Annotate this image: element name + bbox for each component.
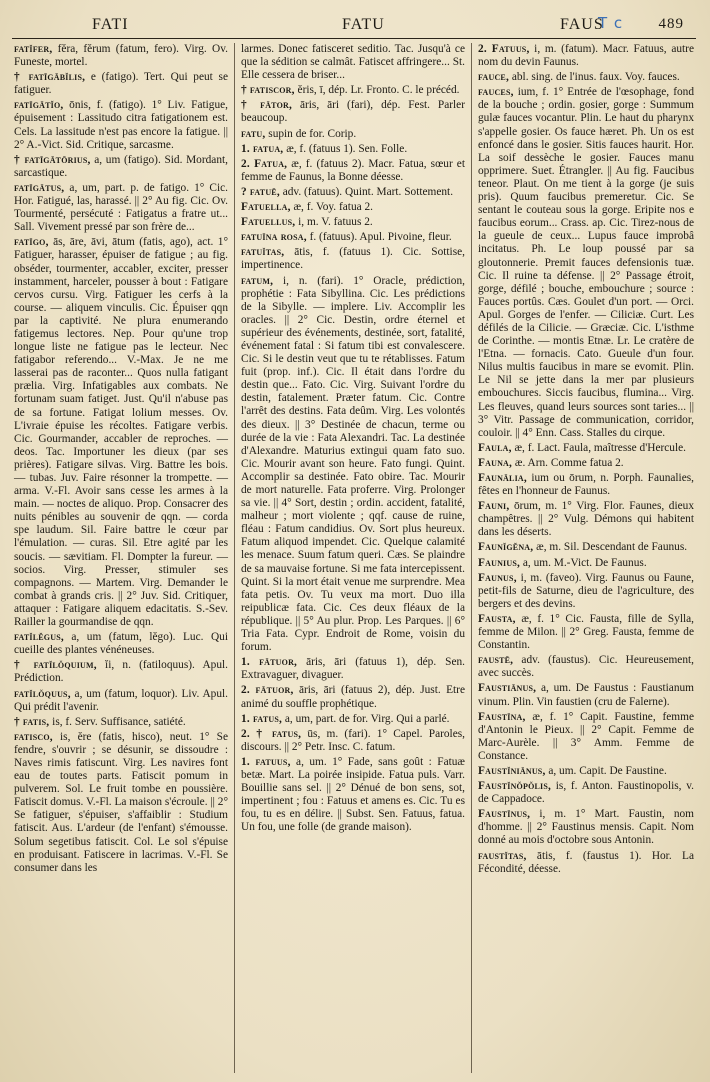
dictionary-entry bbox=[478, 86, 694, 440]
dictionary-entry bbox=[241, 756, 465, 835]
entry-headword: fatuĭtas, bbox=[241, 246, 285, 259]
entry-definition: æ, f. (fatuus 2). Macr. Fatua, sœur et femme de Faunus, la Bonne déesse. bbox=[241, 157, 465, 183]
entry-headword: Fauna, bbox=[478, 456, 513, 469]
page-header bbox=[12, 8, 696, 39]
dictionary-entry bbox=[14, 631, 228, 657]
dictionary-entry bbox=[241, 43, 465, 82]
header-left-guideword: FATI bbox=[92, 16, 129, 33]
entry-definition: æ, f. 1° Cic. Fausta, fille de Sylla, femme de Milon. || 2° Greg. Fausta, femme de Constantin. bbox=[478, 612, 694, 652]
dictionary-entry bbox=[241, 713, 465, 726]
entry-headword: fatīgātĭo, bbox=[14, 99, 64, 112]
dictionary-entry bbox=[478, 442, 694, 455]
entry-headword: fatĭfer, bbox=[14, 43, 53, 55]
entry-definition: ĭi, n. (fatiloquus). Apul. Prédiction. bbox=[14, 659, 228, 685]
entry-definition: adv. (fatuus). Quint. Mart. Sottement. bbox=[279, 185, 454, 198]
entry-definition: i, m. V. fatuus 2. bbox=[295, 216, 373, 229]
dictionary-entry bbox=[241, 143, 465, 156]
column-1 bbox=[12, 43, 234, 1073]
entry-headword: fatīgātus, bbox=[14, 181, 65, 194]
dictionary-entry bbox=[14, 716, 228, 729]
column-2 bbox=[234, 43, 472, 1073]
entry-headword: Faula, bbox=[478, 441, 512, 454]
dictionary-entry bbox=[241, 99, 465, 125]
dictionary-entry bbox=[241, 728, 465, 754]
dictionary-entry bbox=[478, 500, 694, 539]
dictionary-entry bbox=[241, 275, 465, 655]
dictionary-entry bbox=[241, 684, 465, 710]
dictionary-entry bbox=[241, 158, 465, 184]
dictionary-entry bbox=[478, 557, 694, 570]
dictionary-entry bbox=[14, 154, 228, 180]
dictionary-entry bbox=[478, 711, 694, 763]
dictionary-entry bbox=[478, 682, 694, 708]
entry-definition: ās, āre, āvi, ātum (fatis, ago), act. 1° Fatiguer, harasser, épuiser de fatigue ; au fig. obséder, tourmenter, accabler, exciter, presser instamment, harceler, pousser à bout : Fatigare cervos cursu. Virg. Fatiguer les cerfs à la course. — aliquem vinculis. Cic. Épuiser qqn par la captivité. Ne plura enumerando fatigemus lectores. Nep. Pour qu'une trop longue liste ne fatigue pas le lecteur. Nec fatigabor referendo... V.-Max. Je ne me lasserai pas de raconter... Quos nulla fatigant prælia. Virg. Infatigables aux combats. Ne fortunam suam fatiget. Just. Qu'il n'abuse pas de sa fortune. Fatigat lolium messes. Ov. L'ivraie épuise les récoltes. Fatigare verbis. Cic. Gourmander, accabler de reproches. — deos. Tac. Importuner les dieux (par ses prières). Fatigare silvas. Virg. Battre les bois. — tubas. Juv. Faire résonner la trompette. — arma. V.-Fl. Avoir sans cesse les armes à la main. — noctes de aliquo. Prop. Consacrer des nuits pénibles au souvenir de qqn. — corda spe laudum. Sil. Faire battre le cœur par l'émulation. — curas. Sil. Etre agité par les soucis. — sævitiam. Fl. Dompter la fureur. — socios. Virg. Presser, stimuler ses compagnons. — Martem. Virg. Demander le combat à grands cris. || 2° Juv. Sid. Critiquer, attaquer : Fatigare aliquem edacitatis. S.-Sev. Railler la gourmandise de qqn. bbox=[14, 236, 228, 629]
entry-headword: faustē, bbox=[478, 654, 514, 667]
entry-definition: ūs, m. (fari). 1° Capel. Paroles, discours. || 2° Petr. Insc. C. fatum. bbox=[241, 727, 465, 753]
dictionary-entry bbox=[241, 231, 465, 244]
entry-definition: āris, āri (fari), dép. Fest. Parler beaucoup. bbox=[241, 99, 465, 125]
dictionary-entry bbox=[478, 850, 694, 876]
entry-definition: is, f. Serv. Suffisance, satiété. bbox=[49, 715, 186, 728]
entry-definition: a, um (fatigo). Sid. Mordant, sarcastique. bbox=[14, 153, 228, 179]
entry-headword: fatīgo, bbox=[14, 236, 49, 249]
entry-definition: a, um. M.-Vict. De Faunus. bbox=[520, 556, 647, 569]
entry-headword: fatisco, bbox=[14, 730, 53, 743]
entry-headword: fatu, bbox=[241, 127, 266, 140]
entry-definition: a, um (fatum, lĕgo). Luc. Qui cueille des plantes vénéneuses. bbox=[14, 631, 228, 657]
entry-headword: Fatuellus, bbox=[241, 216, 296, 229]
entry-headword: Faunus, bbox=[478, 571, 517, 584]
entry-headword: Faustĭnŏpŏlis, bbox=[478, 780, 552, 793]
entry-definition: æ, f. 1° Capit. Faustine, femme d'Antonin le Pieux. || 2° Capit. Femme de Marc-Aurèle. || 3° Amm. Femme de Constance. bbox=[478, 710, 694, 762]
dictionary-entry bbox=[478, 654, 694, 680]
dictionary-entry bbox=[14, 99, 228, 151]
entry-headword: 2. † fatus, bbox=[241, 727, 302, 740]
entry-headword: 1. fātuor, bbox=[241, 656, 298, 669]
entry-headword: † fatis, bbox=[14, 715, 50, 728]
dictionary-entry bbox=[241, 216, 465, 229]
dictionary-entry bbox=[241, 246, 465, 272]
entry-headword: fatĭlŏquus, bbox=[14, 687, 71, 700]
entry-definition: a, um. 1° Fade, sans goût : Fatuæ betæ. Mart. La poirée insipide. Fatua puls. Varr. Bouillie sans sel. || 2° Dénué de bon sens, sot, impertinent ; fou : Fatuus et amens es. Cic. Tu es fou, tu es en délire. || Subst. Sen. Fatuus, fatua. Un fou, une folle (de grande maison). bbox=[241, 755, 466, 834]
entry-headword: Faunālia, bbox=[478, 472, 527, 484]
header-right-guideword: FAUS bbox=[560, 16, 604, 33]
dictionary-entry bbox=[14, 731, 228, 875]
entry-definition: ium, f. 1° Entrée de l'œsophage, fond de la bouche ; ordin. gosier, gorge : Summum gulæ fauces vocantur. Plin. Le haut du pharynx s'appelle gosier. Os fauce hæret. Ph. Un os est enfoncé dans le gosier. Sitis fauces haurit. Hor. La soif dessèche le gosier. Fauces manu opprimere. Suet. Étrangler. || Au fig. Faucibus teneor. Plaut. On me tient à la gorge (je suis pris). Quum faucibus premeretur. Cic. Se sentant le couteau sous la gorge. Eripite nos e faucibus eorum... Crass. ap. Cic. Tirez-nous de la gueule de ceux... Lupus fauce improbâ incitatus. Ph. Le loup poussé par sa gloutonnerie. Premit fauces defensionis tuæ. Cic. Il ruine ta défense. || 2° Passage étroit, gorge, défilé ; bouche, embouchure ; source : Fauces portûs. Cæs. Goulet d'un port. — Orci. Apul. Gorges de l'enfer. — Ciliciæ. Curt. Les défilés de la Cilicie. — Græciæ. Cic. L'isthme de Corinthe. — montis Etnæ. Lr. Le cratère de l'Etna. — fornacis. Cato. Gueule d'un four. Nilus multis faucibus in mare se evomit. Plin. Le Nil se jette dans la mer par plusieurs embouchures. Siccis faucibus, flumina... Virg. Les fleuves, quand leurs sources sont taries... || 3° Vitr. Passage de communication, corridor, couloir. || 4° Enn. Cass. Stalles du cirque. bbox=[478, 86, 694, 439]
entry-definition: ātis, f. (faustus 1). Hor. La Fécondité, déesse. bbox=[478, 849, 694, 875]
entry-definition: adv. (faustus). Cic. Heureusement, avec succès. bbox=[478, 654, 694, 680]
entry-definition: is, f. Anton. Faustinopolis, v. de Cappadoce. bbox=[478, 780, 694, 806]
entry-definition: æ, f. Lact. Faula, maîtresse d'Hercule. bbox=[511, 441, 686, 454]
entry-headword: faustĭtas, bbox=[478, 849, 527, 862]
columns bbox=[12, 43, 696, 1073]
dictionary-entry bbox=[241, 84, 465, 97]
entry-definition: abl. sing. de l'inus. faux. Voy. fauces. bbox=[509, 71, 680, 84]
dictionary-entry bbox=[478, 457, 694, 470]
dictionary-entry bbox=[478, 43, 694, 69]
entry-definition: ōrum, m. 1° Virg. Flor. Faunes, dieux champêtres. || 2° Vulg. Démons qui habitent dans les déserts. bbox=[478, 500, 694, 539]
entry-headword: 2. Fatua, bbox=[241, 157, 288, 170]
entry-definition: i, m. (faveo). Virg. Faunus ou Faune, petit-fils de Saturne, dieu de l'agriculture, des bergers et des devins. bbox=[478, 571, 694, 610]
entry-definition: i, m. 1° Mart. Faustin, nom d'homme. || 2° Faustinus mensis. Capit. Nom donné au mois d'octobre sous Antonin. bbox=[478, 808, 694, 847]
entry-headword: 2. fātuor, bbox=[241, 684, 294, 697]
entry-definition: āris, āri (fatuus 2), dép. Just. Etre animé du souffle prophétique. bbox=[241, 684, 465, 710]
entry-definition: a, um, part. p. de fatigo. 1° Cic. Hor. Fatigué, las, harassé. || 2° Au fig. Cic. Ov. Tourmenté, persécuté : Fatigatus a fratre ut... Sall. Vivement pressé par son frère de... bbox=[14, 181, 228, 234]
entry-definition: larmes. Donec fatisceret seditio. Tac. Jusqu'à ce que la sédition se calmât. Fatiscet affringere... St. Elle cessera de briser... bbox=[241, 43, 465, 82]
entry-definition: f. (fatuus). Apul. Pivoine, fleur. bbox=[306, 231, 452, 244]
entry-definition: i, n. (fari). 1° Oracle, prédiction, prophétie : Fata Sibyllina. Cic. Les prédictions de la Sibylle. — implere. Liv. Accomplir les oracles. || 2° Cic. Destin, ordre éternel et supérieur des événements, destinée, sort, fatalité, événement fatal : Si fatum tibi est convalescere. Cic. Si le destin veut que tu te rétablisses. Fatum fuit (prop. inf.). Cic. Il était dans l'ordre du destin que... Fato. Cic. Virg. Suivant l'ordre du destin, fatalement. Præter fatum. Cic. Contre l'arrêt des destins. Fata deûm. Virg. Les volontés des dieux. || 3° Destinée de chacun, terme ou durée de la vie : Fata Alexandri. Tac. La destinée d'Alexandre. Maturius extingui quam fato suo. Cic. Mourir avant son heure. Fato fungi. Quint. Accomplir sa destinée. Fato obire. Tac. Mourir de mort naturelle. Fata proferre. Virg. Prolonger sa vie. || 4° Sort, destin ; ordin. accident, fatalité, malheur ; mort violente ; qqf. cause de ruine, fléau : Fatum candidius. Ov. Sort plus heureux. Fatum aliquod impendet. Cic. Quelque calamité les menace. Suum fatum queri. Cæs. Se plaindre de sa mauvaise fortune. Si me fata intercepissent. Quint. Si la mort était venue me surprendre. Mea fata petis. Ov. Tu veux ma mort. Duo illa reipublicæ fata. Cic. Ces deux fléaux de la république. || 5° Au plur. Prop. Les Parques. || 6° Tria Fata. Cypr. Endroit de Rome, voisin du forum. bbox=[241, 274, 465, 654]
entry-headword: † fātor, bbox=[241, 99, 293, 112]
entry-headword: Fauni, bbox=[478, 500, 510, 513]
entry-headword: fatĭlĕgus, bbox=[14, 631, 64, 644]
entry-headword: † fatīgābĭlis, bbox=[14, 71, 86, 84]
entry-definition: i, m. (fatum). Macr. Fatuus, autre nom du devin Faunus. bbox=[478, 43, 694, 69]
header-center-guideword: FATU bbox=[342, 16, 385, 33]
page-number: 489 bbox=[658, 16, 684, 32]
dictionary-entry bbox=[478, 541, 694, 554]
entry-headword: Faunius, bbox=[478, 556, 521, 569]
entry-headword: fatuīna rosa, bbox=[241, 231, 307, 244]
dictionary-entry bbox=[241, 656, 465, 682]
entry-headword: fatum, bbox=[241, 274, 274, 287]
dictionary-entry bbox=[478, 472, 694, 498]
entry-definition: e (fatigo). Tert. Qui peut se fatiguer. bbox=[14, 71, 228, 97]
entry-definition: æ, m. Sil. Descendant de Faunus. bbox=[533, 541, 688, 554]
entry-definition: ĕris, ī, dép. Lr. Fronto. C. le précéd. bbox=[294, 84, 460, 97]
entry-definition: æ, f. Voy. fatua 2. bbox=[290, 201, 373, 214]
dictionary-entry bbox=[478, 572, 694, 611]
dictionary-entry bbox=[478, 765, 694, 778]
entry-definition: is, ĕre (fatis, hisco), neut. 1° Se fendre, s'ouvrir ; se désunir, se dissoudre : Naves rimis fatiscunt. Virg. Les navires font eau de toutes parts. Fatiscit pomum in pulverem. Sol. Le fruit tombe en poussière. Fatiscit domus. V.-Fl. La maison s'écroule. || 2° Se fatiguer, s'épuiser, s'affaiblir : Studium fatiscit. Aus. L'ardeur (de l'enfant) s'émousse. Solum segetibus fatiscit. Col. Le sol s'épuise en produisant. Fatiscere in lacrimas. V.-Fl. Se consumer dans les bbox=[14, 730, 228, 874]
entry-definition: a, um (fatum, loquor). Liv. Apul. Qui prédit l'avenir. bbox=[14, 687, 228, 713]
dictionary-entry bbox=[478, 71, 694, 84]
dictionary-entry bbox=[478, 613, 694, 652]
dictionary-entry bbox=[14, 71, 228, 97]
entry-definition: āris, āri (fatuus 1), dép. Sen. Extravaguer, divaguer. bbox=[241, 656, 465, 682]
dictionary-entry bbox=[478, 808, 694, 847]
dictionary-entry bbox=[14, 236, 228, 629]
entry-headword: Faustīnus, bbox=[478, 808, 531, 821]
handwritten-annotation: T c bbox=[598, 14, 624, 32]
dictionary-entry bbox=[241, 186, 465, 199]
entry-definition: a, um, part. de for. Virg. Qui a parlé. bbox=[282, 712, 450, 725]
dictionary-entry bbox=[241, 128, 465, 141]
dictionary-entry bbox=[14, 688, 228, 714]
entry-headword: † fatiscor, bbox=[241, 84, 295, 97]
entry-headword: Faustīna, bbox=[478, 710, 526, 723]
entry-headword: Faustiānus, bbox=[478, 682, 537, 695]
entry-headword: Fausta, bbox=[478, 612, 516, 625]
column-3 bbox=[472, 43, 694, 1073]
entry-headword: fauces, bbox=[478, 86, 514, 99]
entry-definition: supin de for. Corip. bbox=[265, 127, 357, 140]
dictionary-entry bbox=[14, 659, 228, 685]
dictionary-entry bbox=[14, 182, 228, 234]
dictionary-entry bbox=[478, 780, 694, 806]
entry-definition: a, um. De Faustus : Faustianum vinum. Plin. Vin faustien (cru de Falerne). bbox=[478, 682, 694, 708]
entry-headword: † fatĭlŏquium, bbox=[14, 659, 97, 672]
entry-definition: ātis, f. (fatuus 1). Cic. Sottise, impertinence. bbox=[241, 246, 465, 272]
entry-headword: Faunĭgĕna, bbox=[478, 541, 534, 554]
entry-headword: Faustĭniānus, bbox=[478, 764, 546, 777]
entry-headword: fauce, bbox=[478, 71, 509, 84]
entry-headword: 2. Fatuus, bbox=[478, 43, 530, 55]
entry-headword: 1. fatus, bbox=[241, 712, 283, 725]
dictionary-entry bbox=[241, 201, 465, 214]
entry-headword: 1. fatuus, bbox=[241, 755, 291, 768]
entry-headword: ? fatuē, bbox=[241, 185, 280, 198]
entry-definition: ōnis, f. (fatigo). 1° Liv. Fatigue, épuisement : Lassitudo citra fatigationem est. Cels. La lassitude n'est pas encore la fatigue. || 2° A.-Vict. Sid. Critique, sarcasme. bbox=[14, 99, 228, 151]
entry-definition: æ, f. (fatuus 1). Sen. Folle. bbox=[283, 142, 408, 155]
entry-headword: † fatīgātōrius, bbox=[14, 153, 91, 166]
dictionary-entry bbox=[14, 43, 228, 69]
entry-headword: 1. fatua, bbox=[241, 142, 284, 155]
entry-headword: Fatuella, bbox=[241, 201, 291, 214]
entry-definition: a, um. Capit. De Faustine. bbox=[545, 764, 667, 777]
entry-definition: ium ou ōrum, n. Porph. Faunalies, fêtes en l'honneur de Faunus. bbox=[478, 472, 694, 498]
entry-definition: æ. Arn. Comme fatua 2. bbox=[512, 456, 624, 469]
entry-definition: fĕra, fĕrum (fatum, fero). Virg. Ov. Funeste, mortel. bbox=[14, 43, 228, 69]
